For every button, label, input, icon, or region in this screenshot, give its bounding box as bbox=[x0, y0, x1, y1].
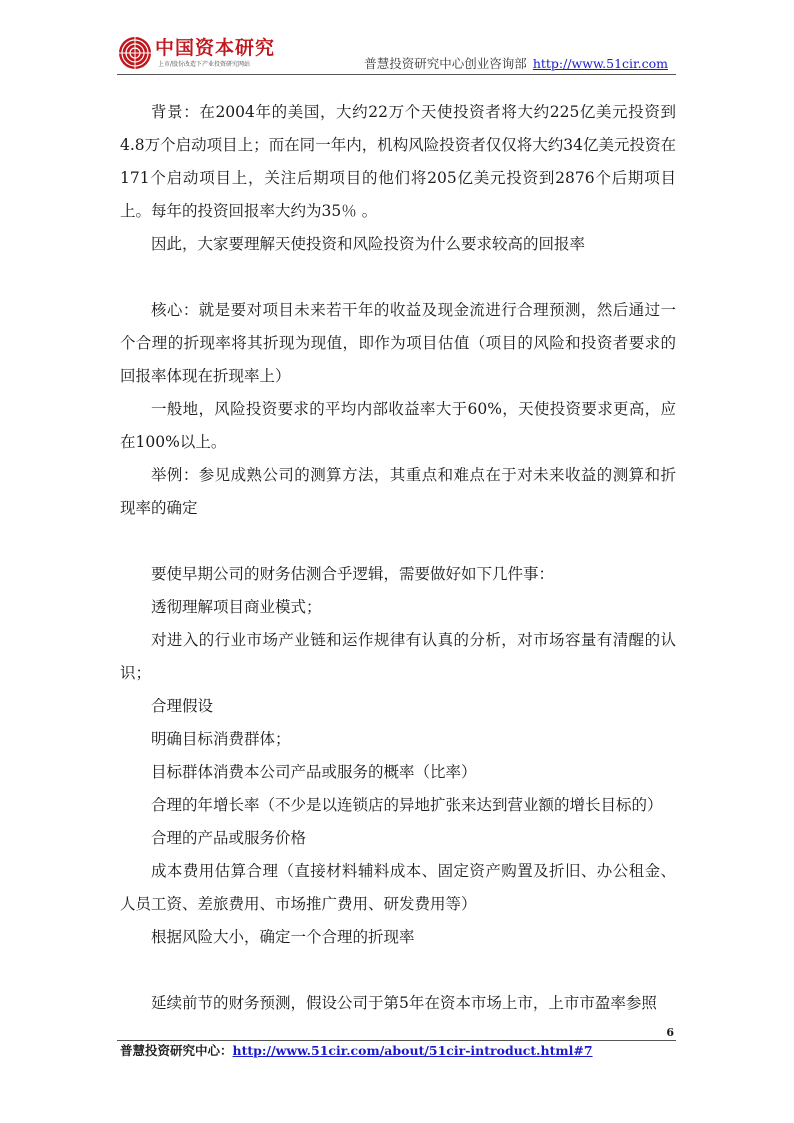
list-item: 合理的产品或服务价格 bbox=[151, 829, 307, 847]
footer-divider bbox=[117, 1040, 676, 1041]
list-item: 合理假设 bbox=[151, 697, 214, 715]
list-item: 对进入的行业市场产业链和运作规律有认真的分析，对市场容量有清醒的认识； bbox=[120, 631, 676, 682]
paragraph-core: 核心：就是要对项目未来若干年的收益及现金流进行合理预测，然后通过一个合理的折现率将其折现为现值，即作为项目估值（项目的风险和投资者要求的回报率体现在折现率上） bbox=[120, 301, 676, 385]
header-org bbox=[364, 56, 668, 72]
list-item: 明确目标消费群体； bbox=[151, 730, 291, 748]
document-body bbox=[120, 96, 676, 1020]
paragraph-return-rate: 一般地，风险投资要求的平均内部收益率大于60%，天使投资要求更高，应在100%以上。 bbox=[120, 400, 676, 451]
list-item: 成本费用估算合理（直接材料辅料成本、固定资产购置及折旧、办公租金、人员工资、差旅费用、市场推广费用、研发费用等） bbox=[120, 862, 676, 913]
list-item: 合理的年增长率（不少是以连锁店的异地扩张来达到营业额的增长目标的） bbox=[151, 796, 663, 814]
paragraph-conclusion: 因此，大家要理解天使投资和风险投资为什么要求较高的回报率 bbox=[151, 235, 586, 253]
header-url-link[interactable]: http://www.51cir.com bbox=[532, 56, 668, 71]
paragraph-continuation: 延续前节的财务预测，假设公司于第5年在资本市场上市，上市市盈率参照 bbox=[151, 994, 657, 1012]
footer-label: 普慧投资研究中心： bbox=[120, 1043, 233, 1058]
header-divider bbox=[117, 74, 676, 75]
footer bbox=[120, 1042, 593, 1060]
footer-url-link[interactable]: http://www.51cir.com/about/51cir-introduct.html#7 bbox=[232, 1043, 593, 1058]
paragraph-requirements-intro: 要使早期公司的财务估测合乎逻辑，需要做好如下几件事： bbox=[151, 565, 555, 583]
header-org-name: 普慧投资研究中心创业咨询部 bbox=[364, 56, 527, 71]
paragraph-example: 举例：参见成熟公司的测算方法，其重点和难点在于对未来收益的测算和折现率的确定 bbox=[120, 466, 676, 517]
spacer bbox=[120, 954, 676, 987]
logo-subtitle: 上市/股份改造下产业投资研究网站 bbox=[158, 61, 251, 68]
spacer bbox=[120, 261, 676, 294]
logo-title: 中国资本研究 bbox=[155, 37, 276, 59]
list-item: 根据风险大小，确定一个合理的折现率 bbox=[151, 928, 415, 946]
logo-globe-icon bbox=[117, 32, 157, 72]
list-item: 目标群体消费本公司产品或服务的概率（比率） bbox=[151, 763, 477, 781]
page-number: 6 bbox=[666, 1026, 674, 1039]
spacer bbox=[120, 525, 676, 558]
paragraph-background: 背景：在2004年的美国，大约22万个天使投资者将大约225亿美元投资到4.8万个启动项目上；而在同一年内，机构风险投资者仅仅将大约34亿美元投资在171个启动项目上，关注后期项目的他们将205亿美元投资到2876个后期项目上。每年的投资回报率大约为35％ 。 bbox=[120, 103, 676, 220]
list-item: 透彻理解项目商业模式； bbox=[151, 598, 322, 616]
